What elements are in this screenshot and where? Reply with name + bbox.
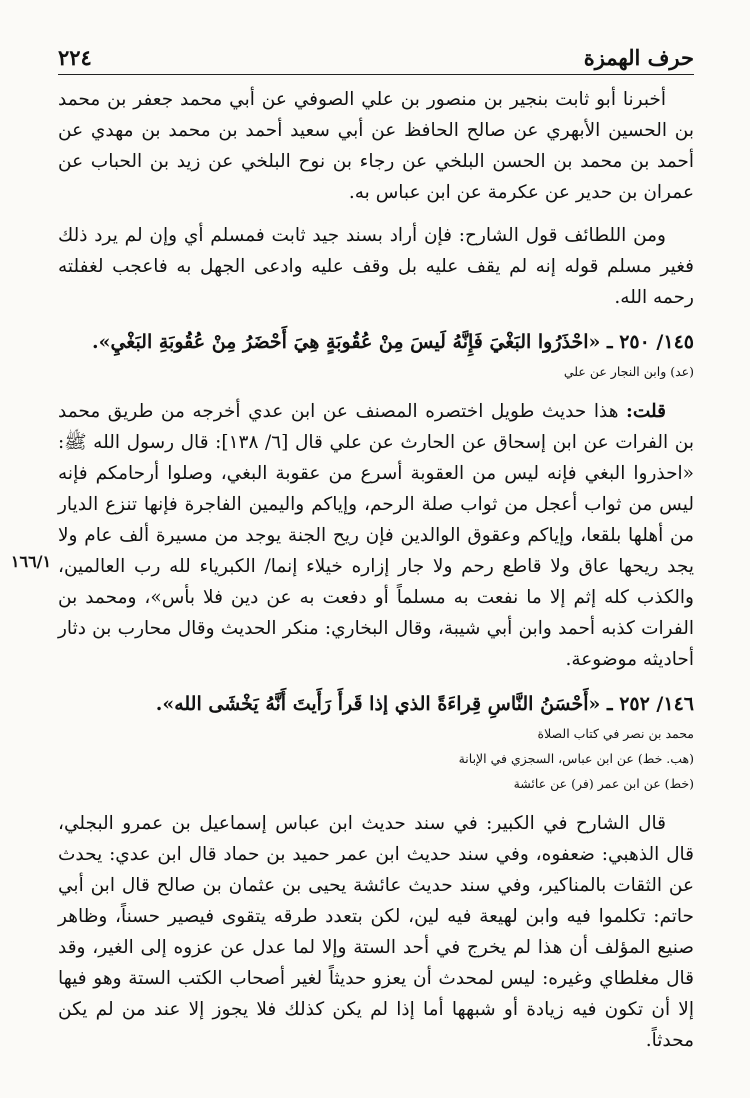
hadith-146-source-3: (خط) عن ابن عمر (فر) عن عائشة [513, 776, 694, 791]
paragraph-commentary: ومن اللطائف قول الشارح: فإن أراد بسند جيد ثابت فمسلم أي وإن لم يرد ذلك فغير مسلم قوله إنه لم يقف عليه بل وقف عليه وادعى الجهل به فاعجب لغفلته رحمه الله. [58, 225, 694, 308]
chapter-title: حرف الهمزة [583, 44, 694, 70]
hadith-146-source-1: محمد بن نصر في كتاب الصلاة [537, 726, 694, 741]
hadith-146-heading: ١٤٦/ ٢٥٢ ـ «أَحْسَنُ النَّاسِ قِراءَةً الذي إذا قَرأَ رَأَيتَ أَنَّهُ يَخْشَى الله». [155, 693, 694, 715]
paragraph-isnad: أخبرنا أبو ثابت بنجير بن منصور بن علي الصوفي عن أبي محمد جعفر بن محمد بن الحسين الأبهري عن صالح الحافظ عن أبي سعيد أحمد بن محمد بن مهدي عن أحمد بن محمد بن الحسن البلخي عن رجاء بن نوح البلخي عن زيد بن الحباب عن عمران بن حدير عن عكرمة عن ابن عباس به. [58, 89, 694, 203]
paragraph-qultu [58, 396, 694, 675]
hadith-145-source: (عد) وابن النجار عن علي [563, 364, 694, 379]
spacer [58, 208, 694, 220]
spacer [58, 313, 694, 325]
margin-reference: ١٦٦/١ [10, 552, 52, 571]
page-number: ٢٢٤ [58, 44, 92, 70]
main-text-column [58, 84, 694, 1056]
spacer [58, 384, 694, 396]
spacer [58, 675, 694, 687]
running-header [58, 40, 694, 75]
qultu-label: قلت: [626, 401, 666, 422]
hadith-145-heading: ١٤٥/ ٢٥٠ ـ «احْذَرُوا البَغْيَ فَإِنَّهُ لَيسَ مِنْ عُقُوبَةٍ هِيَ أَحْضَرُ مِنْ عُقُوبَةِ البَغْيِ». [91, 331, 694, 353]
hadith-146-source-2: (هب. خط) عن ابن عباس، السجزي في الإبانة [458, 751, 694, 766]
spacer [58, 796, 694, 808]
qultu-text: هذا حديث طويل اختصره المصنف عن ابن عدي أخرجه من طريق محمد بن الفرات عن ابن إسحاق عن الحارث عن علي قال [٦/ ١٣٨]: قال رسول الله ﷺ: «احذروا البغي فإنه ليس من العقوبة أسرع من عقوبة البغي، وصلوا أرحامكم فإنه ليس من ثواب أعجل من ثواب صلة الرحم، وإياكم واليمين الفاجرة فإنها تنزع الديار من أهلها بلقعا، وإياكم وعقوق الوالدين فإن ريح الجنة يوجد من مسيرة ألف عام ولا يجد ريحها عاق ولا قاطع رحم ولا جار إزاره خيلاء إنما/ الكبرياء لله رب العالمين، والكذب كله إثم إلا ما نفعت به مسلماً أو دفعت به عن دين فلا بأس»، ومحمد بن الفرات كذبه أحمد وابن أبي شيبة، وقال البخاري: منكر الحديث وقال محارب بن دثار أحاديثه موضوعة. [58, 401, 694, 670]
paragraph-sharih: قال الشارح في الكبير: في سند حديث ابن عباس إسماعيل بن عمرو البجلي، قال الذهبي: ضعفوه، وفي سند حديث ابن عمر حميد بن حماد قال ابن عدي: يحدث عن الثقات بالمناكير، وفي سند حديث عائشة يحيى بن عثمان بن صالح قال ابن أبي حاتم: تكلموا فيه وابن لهيعة فيه لين، لكن بتعدد طرقه يتقوى فيصير حسناً، وظاهر صنيع المؤلف أن هذا لم يخرج في أحد الستة وإلا لما عدل عن عزوه إلى الغير، وقد قال مغلطاي وغيره: ليس لمحدث أن يعزو حديثاً لغير أصحاب الكتب الستة وهو فيها إلا أن تكون فيه زيادة أو شبهها أما إذا لم يكن كذلك فلا يجوز إلا عند من لم يكن محدثاً. [58, 813, 694, 1051]
